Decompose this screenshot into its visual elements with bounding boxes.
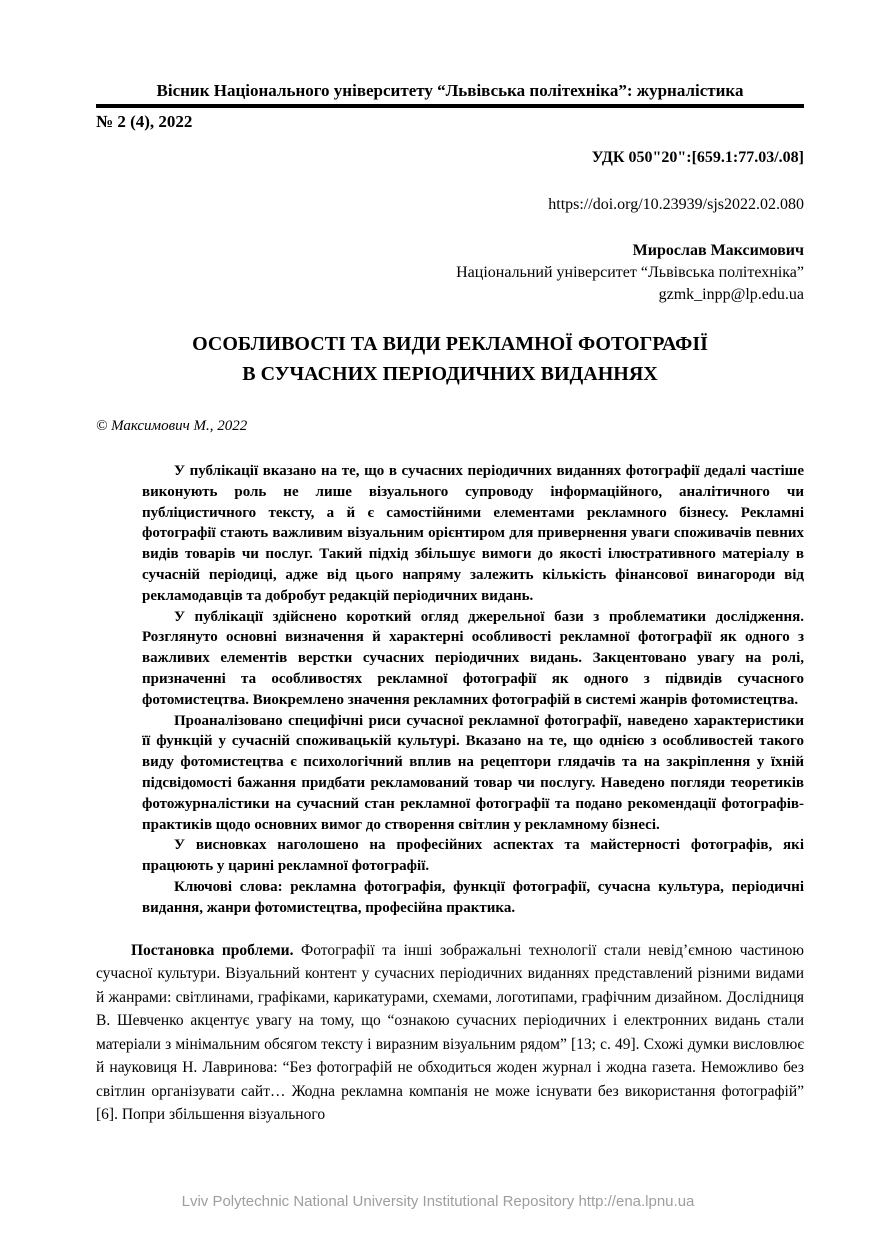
author-block [96,240,804,306]
abstract-paragraph: У публікації здійснено короткий огляд джерельної бази з проблематики дослідження. Розглянуто основні визначення й характерні особливості рекламної фотографії як одного з важливих елементів верстки сучасних періодичних видань. Закцентовано увагу на ролі, призначенні та особливостях рекламної фотографії як одного з підвидів сучасного фотомистецтва. Виокремлено значення рекламних фотографій в системі жанрів фотомистецтва. [142,608,804,708]
copyright-line: © Максимович М., 2022 [96,418,248,434]
header-rule [96,104,804,108]
article-title-line-1: ОСОБЛИВОСТІ ТА ВИДИ РЕКЛАМНОЇ ФОТОГРАФІЇ [192,333,708,355]
abstract-section [142,461,804,919]
udc-code: УДК 050"20":[659.1:77.03/.08] [591,149,804,166]
article-title [96,329,804,389]
author-affiliation: Національний університет “Львівська політехніка” [456,264,804,281]
article-title-line-2: В СУЧАСНИХ ПЕРІОДИЧНИХ ВИДАННЯХ [242,363,658,385]
keywords-paragraph: Ключові слова: рекламна фотографія, функції фотографії, сучасна культура, періодичні видання, жанри фотомистецтва, професійна практика. [142,878,804,916]
issue-number: № 2 (4), 2022 [96,112,193,131]
abstract-paragraph: У висновках наголошено на професійних аспектах та майстерності фотографів, які працюють у царині рекламної фотографії. [142,837,804,875]
paragraph-heading: Постановка проблеми. [131,941,294,959]
paragraph-text: Фотографії та інші зображальні технології стали невід’ємною частиною сучасної культури. Візуальний контент у сучасних періодичних виданнях представлений різними видами й жанрами: світлинами, графіками, карикатурами, схемами, логотипами, графічним дизайном. Дослідниця В. Шевченко акцентує увагу на тому, що “ознакою сучасних періодичних і електронних видань стали матеріали з мінімальним обсягом тексту і виразним візуальним рядом” [13; с. 49]. Схожі думки висловлює й науковиця Н. Лавринова: “Без фотографій не обходиться жоден журнал і жодна газета. Неможливо без світлин організувати сайт… Жодна рекламна компанія не може існувати без використання фотографій” [6]. Попри збільшення візуального [96,941,804,1124]
author-name: Мирослав Максимович [632,242,804,259]
author-email: gzmk_inpp@lp.edu.ua [658,286,804,303]
abstract-paragraph: Проаналізовано специфічні риси сучасної рекламної фотографії, наведено характеристики її функцій у сучасній споживацькій культурі. Вказано на те, що однією з особливостей такого виду фотомистецтва є психологічний вплив на рецептори глядачів та на закріплення у їхній підсвідомості бажання придбати рекламований товар чи послугу. Наведено погляди теоретиків фотожурналістики на сучасний стан рекламної фотографії та подано рекомендації фотографів-практиків щодо основних вимог до створення світлин у рекламному бізнесі. [142,712,804,833]
body-paragraph [96,939,804,1127]
repository-footer: Lviv Polytechnic National University Institutional Repository http://ena.lpnu.ua [181,1193,695,1210]
article-body [96,939,804,1127]
doi-link: https://doi.org/10.23939/sjs2022.02.080 [548,196,804,213]
abstract-paragraph: У публікації вказано на те, що в сучасних періодичних виданнях фотографії дедалі частіше виконують роль не лише візуального супроводу інформаційного, аналітичного чи публіцистичного тексту, а й є самостійними елементами рекламного бізнесу. Рекламні фотографії стають важливим візуальним орієнтиром для привернення уваги споживачів певних видів товарів чи послуг. Такий підхід збільшує вимоги до якості ілюстративного матеріалу в сучасній періодиці, адже від цього напряму залежить кількість фінансової винагороди від рекламодавців та добробут редакцій періодичних видань. [142,463,804,604]
journal-title: Вісник Національного університету “Львівська політехніка”: журналістика [156,81,744,100]
